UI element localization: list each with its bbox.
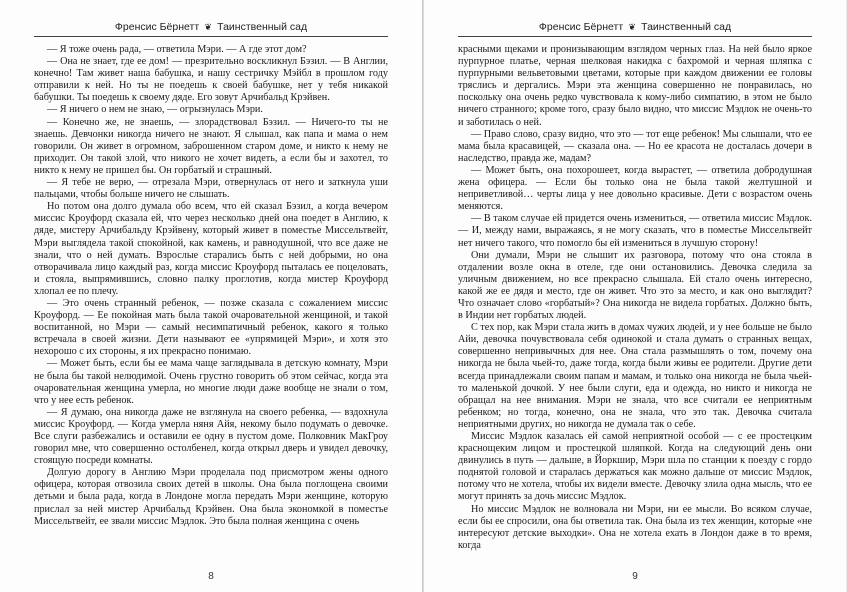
- paragraph: Но потом она долго думала обо всем, что ей сказал Бэзил, а когда вечером миссис Крoуфорд сказала ей, что через несколько дней она поедет в Англию, к дяде, мистеру Арчибальду Крэйвену, который живет в поместье Миссельтвейт, Мэри выглядела такой спокойной, как камень, и равнодушной, что все даже не знали, что о ней думать. Взрослые старались быть с ней добрыми, но она отворачивала лицо каждый раз, когда миссис Крoуфорд пыталась ее поцеловать, и стояла, выпрямившись, словно палку проглотив, когда мистер Крoуфорд хлопал ее по плечу.: [34, 201, 388, 297]
- header-title: Таинственный сад: [217, 21, 308, 33]
- paragraph: С тех пор, как Мэри стала жить в домах чужих людей, и у нее больше не было Айи, девочка почувствовала себя одинокой и стала думать о странных вещах, совершенно непривычных для нее. Она стала размышлять о том, почему она никогда не была чьей-то, даже тогда, когда были живы ее родители. Другие дети всегда принадлежали своим папам и мамам, и только она никогда не была чьей-то маленькой дочкой. У нее были слуги, еда и одежда, но никто и никогда не обращал на нее внимания. Мэри не знала, что все считали ее неприятным ребенком; но тогда, конечно, она не знала, что это так. Девочка считала неприятными других, но никогда не думала так о себе.: [458, 322, 812, 430]
- paragraph: Долгую дорогу в Англию Мэри проделала под присмотром жены одного офицера, которая отвозила своих детей в школы. Она была поглощена своими детьми и была рада, когда в Лондоне могла передать Мэри женщине, которую прислал за ней мистер Арчибальд Крэйвен. Она была экономкой в поместье Миссельтвейт, ее звали миссис Мэдлок. Это была полная женщина с очень: [34, 467, 388, 527]
- header-author: Френсис Бёрнетт: [538, 21, 624, 33]
- page-number: 9: [632, 571, 638, 582]
- running-header: [34, 18, 388, 37]
- page-number: 8: [208, 571, 214, 582]
- header-author: Френсис Бёрнетт: [114, 21, 200, 33]
- paragraph: Миссис Мэдлок казалась ей самой неприятной особой — с ее простецким краснощеким лицом и простецкой шляпкой. Когда на следующий день они двинулись в путь — дальше, в Йоркшир, Мэри шла по станции к поезду с гордо поднятой головой и старалась держаться как можно дальше от миссис Мэдлок, потому что не хотела, чтобы их видели вместе. Девочку злила одна мысль, что ее могут принять за дочь миссис Мэдлок.: [458, 431, 812, 503]
- paragraph: — Право слово, сразу видно, что это — тот еще ребенок! Мы слышали, что ее мама была красавицей, — сказала она. — Но ее красота не досталась дочери в наследство, правда же, мадам?: [458, 128, 812, 164]
- paragraph: — Я тебе не верю, — отрезала Мэри, отвернулась от него и заткнула уши пальцами, чтобы больше ничего не слышать.: [34, 177, 388, 201]
- paragraph: Они думали, Мэри не слышит их разговора, потому что она стояла в отдалении возле окна в отеле, где они остановились. Девочка следила за уличным движением, но все прекрасно слышала. Ей стало очень интересно, какой же ее дядя и место, где он живет. Что это за место, и как оно выглядит? Что означает слово «горбатый»? Она никогда не видела горбатых. Должно быть, в Индии нет горбатых людей.: [458, 249, 812, 322]
- right-page: [423, 0, 846, 592]
- header-title: Таинственный сад: [641, 21, 732, 33]
- left-page: [0, 0, 423, 592]
- paragraph: — Это очень странный ребенок, — позже сказала с сожалением миссис Крoуфорд. — Ее покойная мать была такой очаровательной женщиной, и такой воспитанной, но Мэри — самый несимпатичный ребенок, какого я только встречала в своей жизни. Дети называют ее «упрямицей Мэри», и хотя это нехорошо с их стороны, я их прекрасно понимаю.: [34, 297, 388, 358]
- tree-ornament-icon: ❦: [628, 22, 636, 32]
- running-header: [458, 18, 812, 37]
- paragraph: — Может быть, если бы ее мама чаще заглядывала в детскую комнату, Мэри не была бы такой нелюдимой. Очень грустно говорить об этом сейчас, когда эта очаровательная женщина умерла, но многие люди даже вообще не знали о том, что у нее есть ребенок.: [34, 358, 388, 406]
- paragraph: — Она не знает, где ее дом! — презрительно воскликнул Бэзил. — В Англии, конечно! Там живет наша бабушка, и нашу сестричку Мэйбл в прошлом году отправили к ней. Но ты не поедешь к своей бабушке, нет у тебя никакой бабушки. Ты поедешь к своему дяде. Его зовут Арчибальд Крэйвен.: [34, 56, 388, 104]
- paragraph: — Я тоже очень рада, — ответила Мэри. — А где этот дом?: [47, 44, 307, 55]
- page-body: [34, 44, 388, 562]
- paragraph: красными щеками и пронизывающим взглядом черных глаз. На ней было яркое пурпурное платье, черная шелковая накидка с бахромой и черная шляпка с пурпурными вельветовыми цветами, которые при каждом движении ее головы тряслись и дергались. Мэри эта женщина совершенно не понравилась, но поскольку она очень редко чувствовала к кому-либо симпатию, в этом не было ничего странного; кроме того, сразу было видно, что миссис Мэдлок не очень-то и заботилась о ней.: [458, 44, 812, 128]
- paragraph: — Я ничего о нем не знаю, — огрызнулась Мэри.: [47, 104, 263, 116]
- paragraph: Но миссис Мэдлок не волновала ни Мэри, ни ее мысли. Во всяком случае, если бы ее спросили, она бы ответила так. Она была из тех женщин, которые «не интересуют детские выходки». Она не хотела ехать в Лондон даже в то время, когда: [458, 503, 812, 551]
- paragraph: — Может быть, она похорошеет, когда вырастет, — ответила добродушная жена офицера. — Если бы только она не была такой желтушной и неприветливой… черты лица у нее довольно красивые. Дети с возрастом очень меняются.: [458, 164, 812, 213]
- tree-ornament-icon: ❦: [204, 22, 212, 32]
- page-body: [458, 44, 812, 562]
- paragraph: — Конечно же, не знаешь, — злорадствовал Бэзил. — Ничего-то ты не знаешь. Девчонки никогда ничего не знают. Я слышал, как папа и мама о нем говорили. Он живет в огромном, заброшенном старом доме, и никто к нему не приходит. Он такой злой, что никого не хочет видеть, а если бы и захотел, то никто к нему не пришел бы. Он горбатый и страшный.: [34, 116, 388, 176]
- paragraph: — Я думаю, она никогда даже не взглянула на своего ребенка, — вздохнула миссис Крoуфорд. — Когда умерла няня Айя, некому было подумать о девочке. Все слуги разбежались и оставили ее одну в пустом доме. Полковник МакГроу говорил мне, что совершенно остолбенел, когда открыл дверь и увидел девочку, стоящую посреди комнаты.: [34, 406, 388, 467]
- paragraph: — В таком случае ей придется очень измениться, — ответила миссис Мэдлок. — И, между нами, выражаясь, я не могу сказать, что в поместье Миссельтвейт нет ничего такого, что помогло бы ей измениться в лучшую сторону!: [458, 213, 812, 249]
